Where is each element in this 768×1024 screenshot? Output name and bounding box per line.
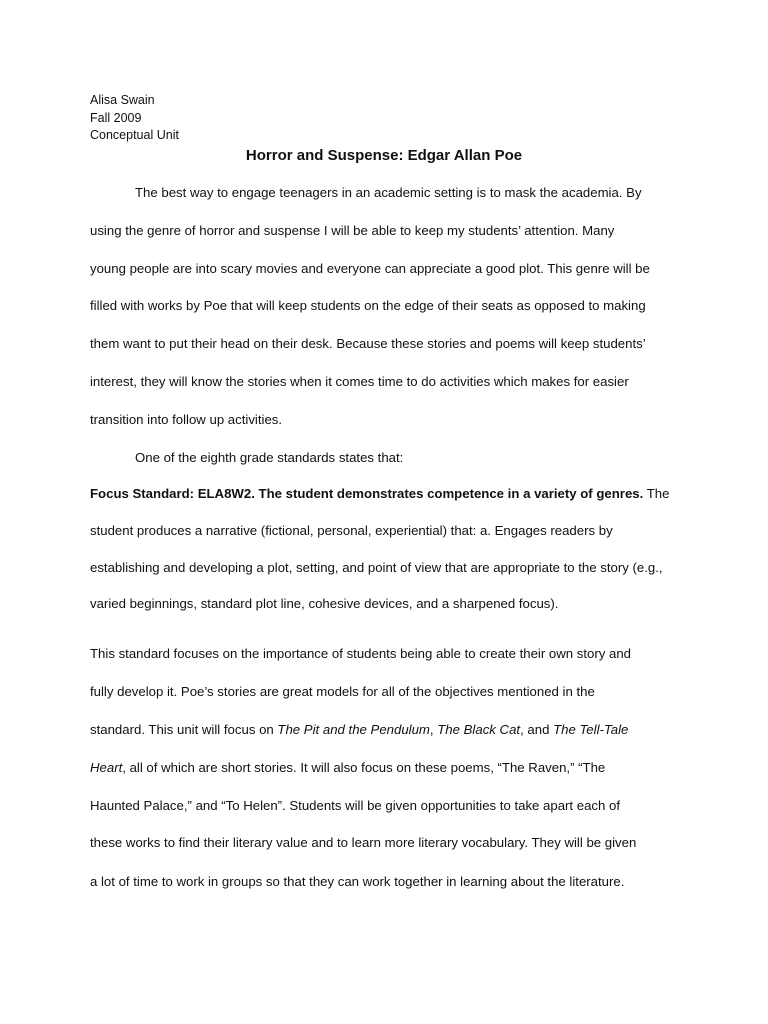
- document-header: [90, 92, 179, 145]
- paragraph-1-line: young people are into scary movies and everyone can appreciate a good plot. This genre will be: [90, 261, 650, 276]
- paragraph-3-line: fully develop it. Poe’s stories are great models for all of the objectives mentioned in the: [90, 684, 595, 699]
- standard-heading-line: [90, 485, 669, 503]
- unit-type: Conceptual Unit: [90, 128, 179, 142]
- paragraph-3-line: This standard focuses on the importance of students being able to create their own story and: [90, 646, 632, 661]
- paragraph-3-line: a lot of time to work in groups so that they can work together in learning about the literature.: [90, 874, 625, 889]
- work-title-pit-and-pendulum: The Pit and the Pendulum: [277, 722, 430, 737]
- paragraph-1-line: them want to put their head on their desk. Because these stories and poems will keep students’: [90, 336, 646, 351]
- standard-statement: . The student demonstrates competence in a variety of genres.: [251, 486, 644, 501]
- paragraph-1-line: The best way to engage teenagers in an academic setting is to mask the academia. By: [135, 185, 642, 200]
- paragraph-1-line: interest, they will know the stories when it comes time to do activities which makes for easier: [90, 374, 629, 389]
- paragraph-1-line: transition into follow up activities.: [90, 412, 283, 427]
- work-title-black-cat: The Black Cat: [437, 722, 521, 737]
- paragraph-2: One of the eighth grade standards states that:: [135, 450, 404, 465]
- paragraph-1-line: using the genre of horror and suspense I will be able to keep my students’ attention. Many: [90, 223, 615, 238]
- paragraph-3-line: [90, 721, 628, 739]
- work-title-tell-tale-heart-cont: Heart: [90, 760, 123, 775]
- text-run: , and: [520, 722, 554, 737]
- work-title-tell-tale-heart: The Tell-Tale: [553, 722, 629, 737]
- standard-label: Focus Standard: ELA8W2: [90, 486, 252, 501]
- text-run: ,: [429, 722, 438, 737]
- paragraph-3-line: [90, 759, 605, 777]
- paragraph-1-line: filled with works by Poe that will keep students on the edge of their seats as opposed to making: [90, 298, 646, 313]
- paragraph-3-line: Haunted Palace,” and “To Helen”. Students will be given opportunities to take apart each of: [90, 798, 621, 813]
- standard-line: varied beginnings, standard plot line, cohesive devices, and a sharpened focus).: [90, 596, 559, 611]
- standard-line: establishing and developing a plot, setting, and point of view that are appropriate to the story (e.g.,: [90, 560, 663, 575]
- term: Fall 2009: [90, 110, 142, 125]
- paragraph-3-line: these works to find their literary value and to learn more literary vocabulary. They will be given: [90, 835, 637, 850]
- document-title: Horror and Suspense: Edgar Allan Poe: [245, 147, 523, 164]
- text-run: standard. This unit will focus on: [90, 722, 278, 737]
- author-name: Alisa Swain: [90, 93, 155, 107]
- standard-line: student produces a narrative (fictional, personal, experiential) that: a. Engages readers by: [90, 523, 613, 538]
- text-run: , all of which are short stories. It will also focus on these poems, “The Raven,” “The: [122, 760, 606, 775]
- standard-tail: The: [643, 486, 670, 501]
